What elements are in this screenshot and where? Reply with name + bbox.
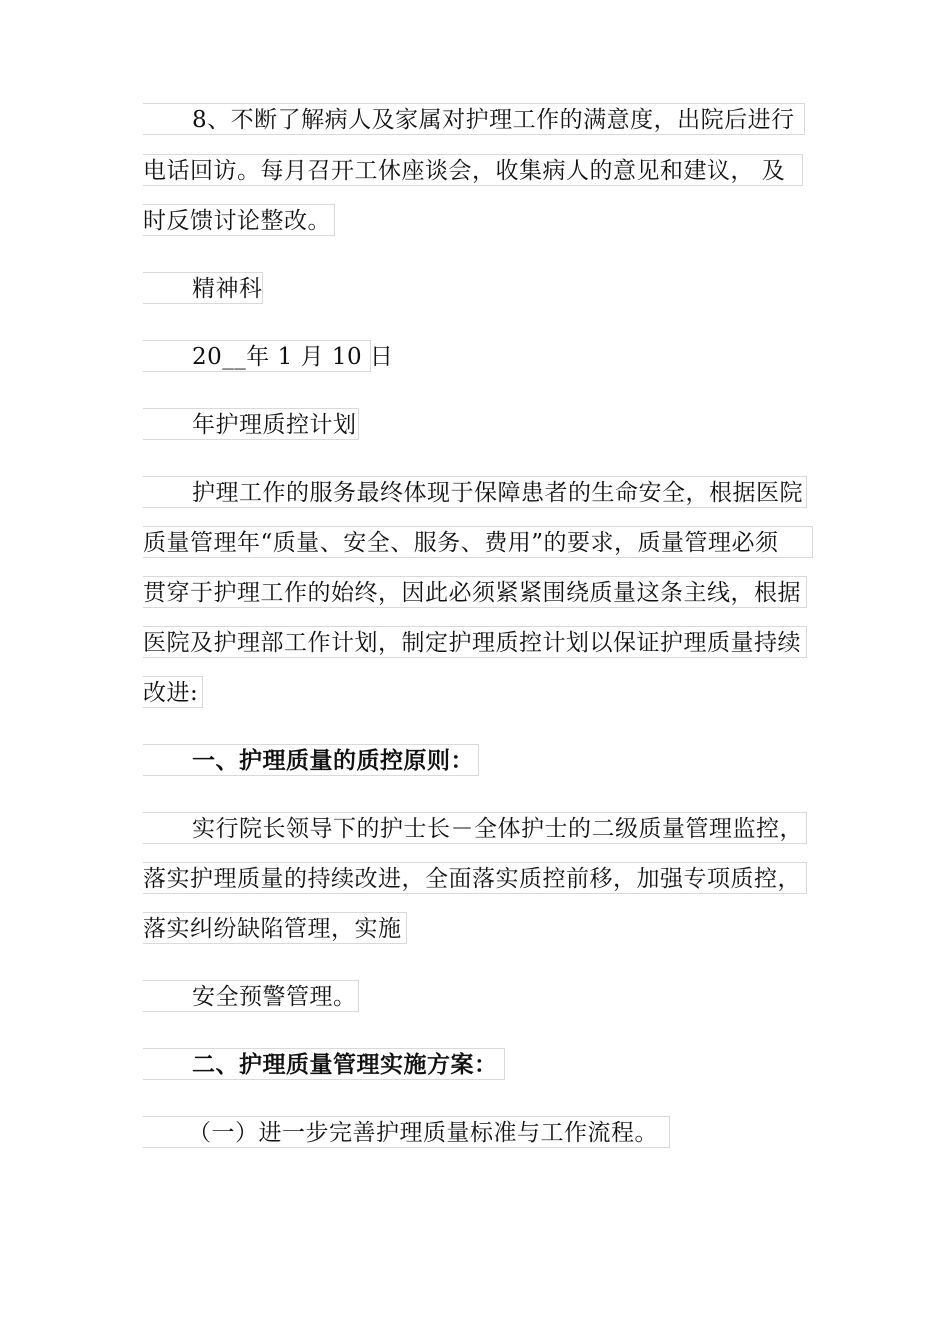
paragraph-line: 贯穿于护理工作的始终，因此必须紧紧围绕质量这条主线，根据 <box>143 576 807 608</box>
paragraph-line: 落实护理质量的持续改进，全面落实质控前移，加强专项质控， <box>143 862 807 894</box>
paragraph-line: 改进: <box>143 676 203 708</box>
section-heading: 一、护理质量的质控原则： <box>143 744 479 776</box>
paragraph-line: 护理工作的服务最终体现于保障患者的生命安全，根据医院 <box>143 476 807 508</box>
paragraph-line: 实行院长领导下的护士长－全体护士的二级质量管理监控， <box>143 812 807 844</box>
paragraph-line: 电话回访。每月召开工休座谈会，收集病人的意见和建议， 及 <box>143 154 803 186</box>
section-heading: 二、护理质量管理实施方案： <box>143 1048 505 1080</box>
paragraph-line: 质量管理年“质量、安全、服务、费用”的要求，质量管理必须 <box>143 526 813 558</box>
paragraph-line: 8、不断了解病人及家属对护理工作的满意度，出院后进行 <box>143 103 805 135</box>
paragraph-line: 时反馈讨论整改。 <box>143 204 335 236</box>
paragraph-line: 医院及护理部工作计划，制定护理质控计划以保证护理质量持续 <box>143 626 807 658</box>
subsection-heading: （一）进一步完善护理质量标准与工作流程。 <box>143 1116 670 1148</box>
paragraph-line: 安全预警管理。 <box>143 980 359 1012</box>
document-title: 年护理质控计划 <box>143 408 359 440</box>
document-date: 20__年 1 月 10 日 <box>143 340 371 372</box>
department-name: 精神科 <box>143 272 263 304</box>
paragraph-line: 落实纠纷缺陷管理，实施 <box>143 912 407 944</box>
